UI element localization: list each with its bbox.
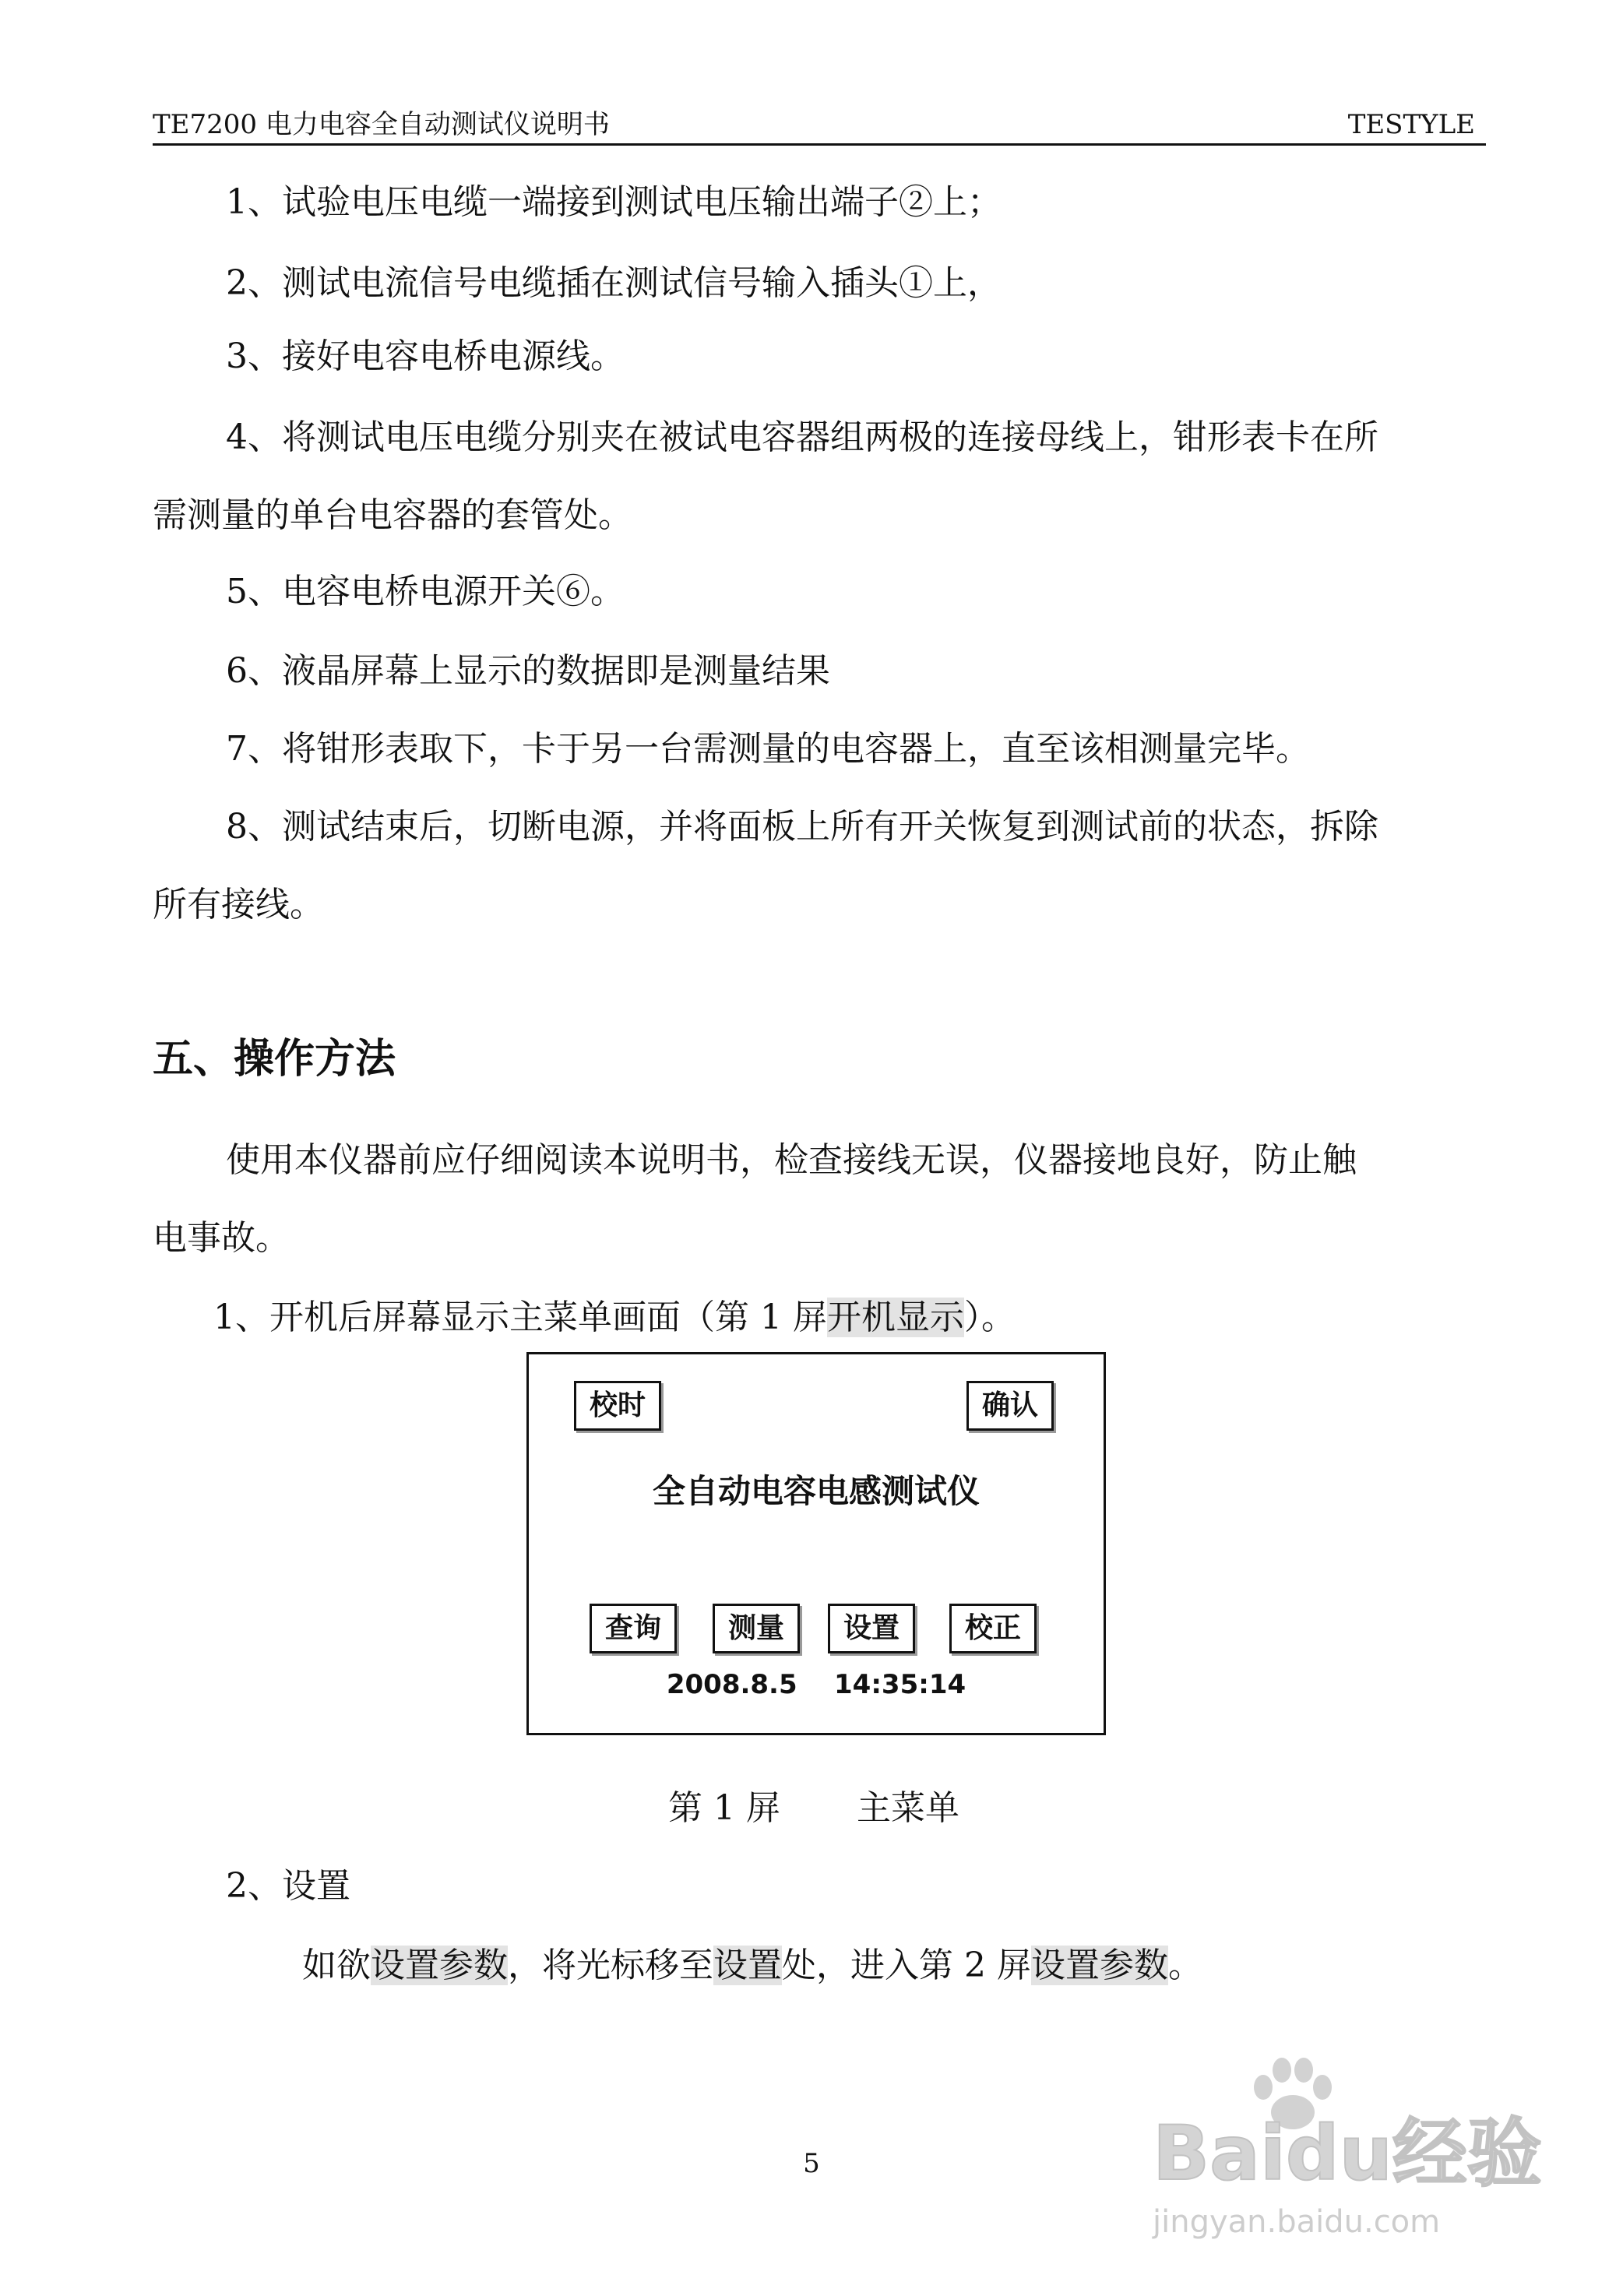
main-menu-screen: [526, 1352, 1106, 1735]
time-adjust-button[interactable]: 校时: [574, 1381, 661, 1431]
confirm-button[interactable]: 确认: [966, 1381, 1054, 1431]
settings-highlight: 设置参数: [1030, 1946, 1168, 1985]
date-display: 2008.8.5: [666, 1669, 797, 1700]
settings-paragraph: [302, 1944, 1202, 1988]
step-item: 7、将钳形表取下，卡于另一台需测量的电容器上，直至该相测量完毕。: [226, 729, 1310, 769]
watermark-url: jingyan.baidu.com: [1153, 2204, 1441, 2240]
step1-text: 1、开机后屏幕显示主菜单画面（第 1 屏: [213, 1298, 827, 1337]
step-item-continued: 所有接线。: [153, 885, 324, 924]
step1-paragraph: [213, 1296, 1016, 1340]
header-divider: [153, 143, 1486, 146]
settings-heading: 2、设置: [226, 1866, 350, 1906]
watermark: [1129, 2056, 1542, 2243]
query-button[interactable]: 查询: [590, 1604, 677, 1653]
step-item: 1、试验电压电缆一端接到测试电压输出端子②上；: [226, 182, 1002, 222]
step-item: 2、测试电流信号电缆插在测试信号输入插头①上，: [226, 263, 1002, 303]
step1-suffix: ）。: [963, 1298, 1016, 1337]
settings-highlight: 设置: [713, 1946, 782, 1985]
settings-text: 如欲: [302, 1946, 371, 1985]
settings-text: 。: [1167, 1946, 1202, 1985]
step-item: 4、将测试电压电缆分别夹在被试电容器组两极的连接母线上，钳形表卡在所: [226, 417, 1378, 457]
settings-text: ，将光标移至: [508, 1946, 713, 1985]
figure-caption: 主菜单: [857, 1788, 959, 1828]
step-item: 5、电容电桥电源开关⑥。: [226, 572, 625, 611]
step-item: 8、测试结束后，切断电源，并将面板上所有开关恢复到测试前的状态，拆除: [226, 807, 1378, 847]
step-item-continued: 需测量的单台电容器的套管处。: [153, 495, 632, 535]
intro-paragraph: 使用本仪器前应仔细阅读本说明书，检查接线无误，仪器接地良好，防止触: [226, 1140, 1357, 1180]
header-title: TE7200 电力电容全自动测试仪说明书: [153, 109, 610, 140]
header-brand: TESTYLE: [1347, 109, 1475, 140]
step1-highlight: 开机显示: [826, 1298, 964, 1337]
page-number: 5: [803, 2148, 820, 2179]
screen-title: 全自动电容电感测试仪: [652, 1472, 980, 1510]
datetime-readout: [529, 1667, 1104, 1702]
calibrate-button[interactable]: 校正: [949, 1604, 1037, 1653]
settings-button[interactable]: 设置: [828, 1604, 915, 1653]
step-item: 6、液晶屏幕上显示的数据即是测量结果: [226, 651, 830, 691]
intro-paragraph-continued: 电事故。: [153, 1218, 290, 1258]
watermark-brand: Baidu经验: [1153, 2110, 1542, 2197]
settings-text: 处，进入第 2 屏: [782, 1946, 1031, 1985]
step-item: 3、接好电容电桥电源线。: [226, 336, 625, 376]
time-display: 14:35:14: [834, 1669, 966, 1700]
measure-button[interactable]: 测量: [713, 1604, 800, 1653]
settings-highlight: 设置参数: [371, 1946, 508, 1985]
figure-number: 第 1 屏: [668, 1788, 780, 1828]
section-title: 五、操作方法: [153, 1036, 396, 1083]
